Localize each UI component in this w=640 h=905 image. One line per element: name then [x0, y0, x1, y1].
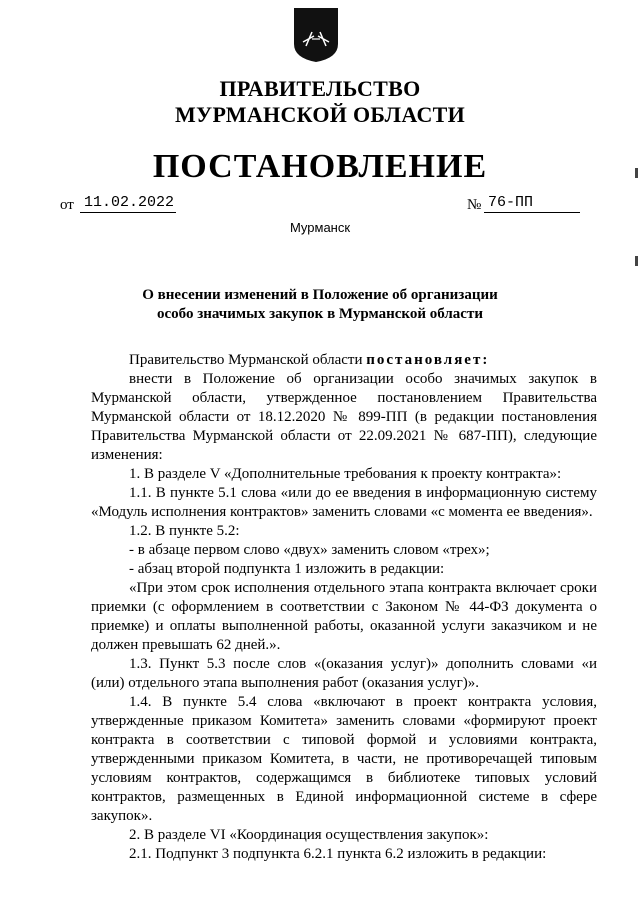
paragraph-4: 1.2. В пункте 5.2: — [129, 523, 240, 539]
coat-of-arms-icon — [292, 6, 340, 64]
paragraph-1: внести в Положение об организации особо значимых закупок в Мурманской области, утвержденное постановлением Правительства Мурманской области от 18.12.2020 № 899-ПП (в редакции постановления Правительства Мурманской области от 22.09.2021 № 687-ПП), следующие изменения: — [91, 371, 597, 463]
scan-edge-mark — [635, 168, 638, 178]
paragraph-11: 2.1. Подпункт 3 подпункта 6.2.1 пункта 6.2 изложить в редакции: — [129, 846, 547, 862]
paragraph-10: 2. В разделе VI «Координация осуществления закупок»: — [129, 827, 489, 843]
subject-line1: О внесении изменений в Положение об организации — [142, 287, 498, 303]
paragraph-8: 1.3. Пункт 5.3 после слов «(оказания услуг)» дополнить словами «и (или) отдельного этапа выполнения работ (оказания услуг)». — [91, 656, 597, 691]
scan-edge-mark — [635, 256, 638, 266]
subject-line2: особо значимых закупок в Мурманской области — [157, 306, 483, 322]
number-prefix: № — [467, 197, 482, 213]
document-type: ПОСТАНОВЛЕНИЕ — [152, 148, 488, 185]
document-body — [91, 351, 597, 864]
document-date: 11.02.2022 — [80, 194, 176, 213]
decree-intro — [91, 351, 597, 370]
paragraph-7: «При этом срок исполнения отдельного этапа контракта включает сроки приемки (с оформлением в соответствии с Законом № 44-ФЗ документа о приемке) и оплаты выполненной работы, оказанной услуги заказчиком и не должен превышать 62 дней.». — [91, 580, 597, 653]
decree-intro-lead: Правительство Мурманской области — [129, 352, 367, 368]
paragraph-6: - абзац второй подпункта 1 изложить в редакции: — [129, 561, 445, 577]
date-prefix: от — [60, 197, 74, 213]
org-name-line1: ПРАВИТЕЛЬСТВО — [219, 76, 421, 101]
paragraph-5: - в абзаце первом слово «двух» заменить словом «трех»; — [129, 542, 490, 558]
decree-verb: постановляет: — [366, 352, 490, 368]
city: Мурманск — [289, 220, 351, 235]
paragraph-9: 1.4. В пункте 5.4 слова «включают в проект контракта условия, утвержденные приказом Комитета» заменить словами «формируют проект контракта в соответствии с типовой формой и условиями контракта, утвержденными приказом Комитета, в части, не противоречащей типовым условиям контрактов, содержащимся в библиотеке типовых условий контрактов, размещенных в Единой информационной системе в сфере закупок». — [91, 694, 597, 824]
paragraph-3: 1.1. В пункте 5.1 слова «или до ее введения в информационную систему «Модуль исполнения контрактов» заменить словами «с момента ее введения». — [91, 485, 597, 520]
document-subject — [0, 286, 640, 324]
document-number: 76-ПП — [484, 194, 580, 213]
paragraph-2: 1. В разделе V «Дополнительные требования к проекту контракта»: — [129, 466, 562, 482]
org-name-line2: МУРМАНСКОЙ ОБЛАСТИ — [174, 102, 466, 127]
